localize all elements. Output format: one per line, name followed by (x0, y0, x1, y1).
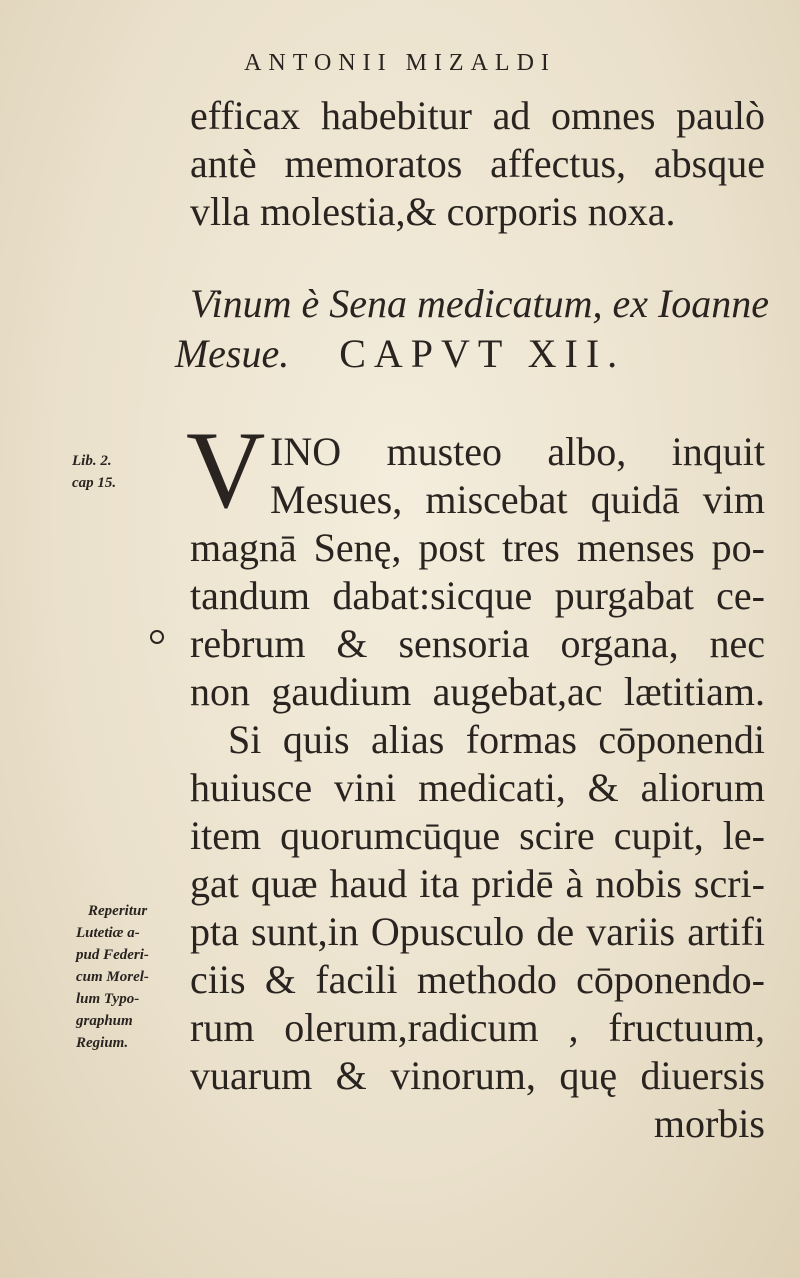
margin-ink-mark (150, 630, 164, 644)
text-line: tandum dabat:sicque purgabat ce- (190, 573, 765, 618)
catchword: morbis (653, 1101, 765, 1146)
text-line: huiusce vini medicati, & aliorum (190, 765, 765, 810)
chapter-number: CAPVT XII. (339, 331, 626, 376)
heading-author-name: Mesue. (174, 331, 290, 376)
running-head: ANTONII MIZALDI (244, 50, 556, 76)
margin-note-line: Reperitur (88, 903, 148, 919)
margin-note-line: Regium. (76, 1035, 129, 1051)
text-line: magnā Senę, post tres menses po- (190, 525, 765, 570)
chapter-heading-line1: Vinum è Sena medicatum, ex Ioanne (190, 281, 770, 326)
text-line: ciis & facili methodo cōponendo- (190, 957, 765, 1002)
text-line: Mesues, miscebat quidā vim (270, 477, 765, 522)
text-line: non gaudium augebat,ac lætitiam. (190, 669, 765, 714)
text-line: efficax habebitur ad omnes paulò (190, 93, 765, 138)
text-line: rum olerum,radicum , fructuum, (190, 1005, 765, 1050)
text-line: vlla molestia,& corporis noxa. (190, 189, 676, 234)
margin-note-line: cum Morel- (76, 969, 149, 985)
drop-cap: V (186, 409, 266, 531)
text-line: pta sunt,in Opusculo de variis artifi (190, 909, 765, 954)
margin-reference-cap: cap 15. (72, 475, 117, 491)
margin-reference-lib: Lib. 2. (72, 453, 112, 469)
text-line: item quorumcūque scire cupit, le- (190, 813, 765, 858)
text-line: vuarum & vinorum, quę diuersis (190, 1053, 765, 1098)
margin-note-line: pud Federi- (76, 947, 149, 963)
margin-note-line: Lutetiæ a- (76, 925, 140, 941)
chapter-heading-line2 (0, 330, 800, 378)
text-line: antè memoratos affectus, absque (190, 141, 765, 186)
text-line: Si quis alias formas cōponendi (228, 717, 765, 762)
text-line: gat quæ haud ita pridē à nobis scri- (190, 861, 765, 906)
text-line: rebrum & sensoria organa, nec (190, 621, 765, 666)
margin-note-line: lum Typo- (76, 991, 140, 1007)
text-line: INO musteo albo, inquit (270, 429, 765, 474)
margin-note-line: graphum (76, 1013, 133, 1029)
